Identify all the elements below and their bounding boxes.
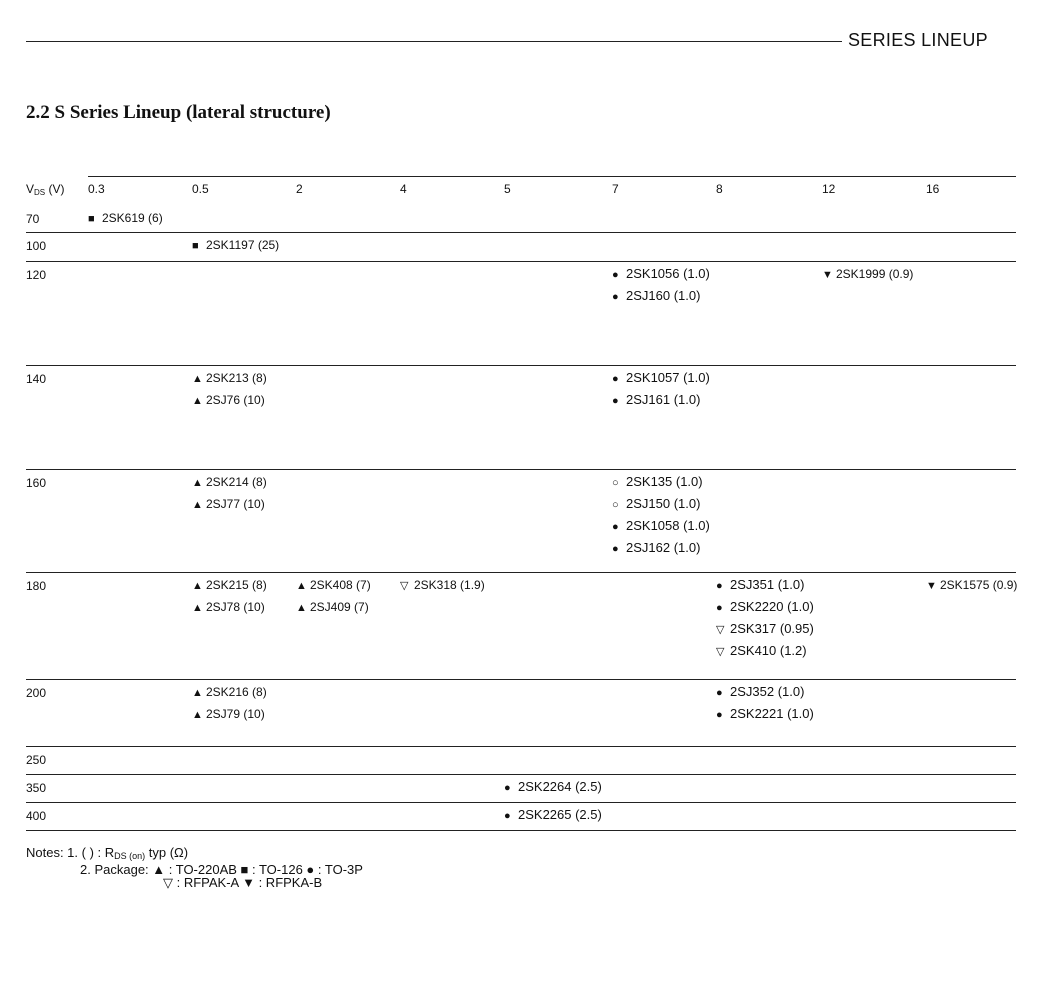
package-symbol-icon: ▽ xyxy=(400,580,409,592)
lineup-cell xyxy=(192,234,279,256)
column-header: 5 xyxy=(504,182,511,196)
device-name: 2SJ351 (1.0) xyxy=(730,577,805,592)
lineup-cell xyxy=(926,574,1017,596)
package-symbol-icon: ▲ xyxy=(296,602,307,614)
package-symbol-icon: ▲ xyxy=(192,687,203,699)
device-entry xyxy=(612,389,710,411)
note-2-line-2: ▽ : RFPAK-A ▼ : RFPKA-B xyxy=(163,875,323,890)
vds-header-sub: DS xyxy=(34,188,46,197)
device-entry xyxy=(192,703,267,725)
package-symbol-icon: ▲ xyxy=(192,580,203,592)
device-name: 2SJ160 (1.0) xyxy=(626,288,701,303)
package-symbol-icon: ● xyxy=(612,395,619,407)
lineup-cell xyxy=(192,681,267,725)
device-name: 2SK619 (6) xyxy=(102,211,163,225)
table-row xyxy=(26,775,1016,803)
package-symbol-icon: ▲ xyxy=(192,477,203,489)
device-name: 2SK318 (1.9) xyxy=(414,578,485,592)
device-entry xyxy=(504,804,602,826)
package-symbol-icon: ● xyxy=(612,291,619,303)
column-header: 16 xyxy=(926,182,940,196)
lineup-cell xyxy=(296,574,371,618)
table-row xyxy=(26,573,1016,680)
device-entry xyxy=(716,681,814,703)
device-name: 2SK1197 (25) xyxy=(206,238,280,252)
device-name: 2SK135 (1.0) xyxy=(626,474,703,489)
device-name: 2SJ352 (1.0) xyxy=(730,684,805,699)
device-entry xyxy=(192,574,267,596)
device-entry xyxy=(612,367,710,389)
note-1-lead: Notes: 1. ( ) : R xyxy=(26,845,115,860)
device-name: 2SK317 (0.95) xyxy=(730,621,814,636)
device-entry xyxy=(822,263,913,285)
vds-header-main: V xyxy=(26,182,35,196)
package-symbol-icon: ▲ xyxy=(192,709,203,721)
device-name: 2SJ78 (10) xyxy=(206,600,265,614)
table-top-rule xyxy=(88,176,1016,177)
device-entry xyxy=(296,596,371,618)
package-symbol-icon: ▽ xyxy=(716,624,725,636)
lineup-cell xyxy=(192,574,267,618)
package-symbol-icon: ● xyxy=(504,810,511,822)
package-symbol-icon: ● xyxy=(716,580,723,592)
lineup-cell xyxy=(504,804,602,826)
lineup-cell xyxy=(822,263,913,285)
device-entry xyxy=(716,703,814,725)
device-name: 2SJ77 (10) xyxy=(206,497,265,511)
device-entry xyxy=(192,389,267,411)
table-row xyxy=(26,680,1016,747)
package-symbol-icon: ▲ xyxy=(192,395,203,407)
section-label: SERIES LINEUP xyxy=(848,30,988,50)
vds-value: 400 xyxy=(26,809,47,823)
vds-value: 180 xyxy=(26,579,47,593)
device-entry xyxy=(612,515,710,537)
row-rule xyxy=(26,830,1016,831)
table-row xyxy=(26,470,1016,573)
device-entry xyxy=(612,263,710,285)
device-name: 2SK2265 (2.5) xyxy=(518,807,602,822)
table-row xyxy=(26,262,1016,366)
device-entry xyxy=(400,574,485,596)
page-title: 2.2 S Series Lineup (lateral structure) xyxy=(26,102,331,123)
device-name: 2SK410 (1.2) xyxy=(730,643,807,658)
package-symbol-icon: ▽ xyxy=(716,646,725,658)
package-symbol-icon: ● xyxy=(612,521,619,533)
device-entry xyxy=(192,681,267,703)
column-header: 0.3 xyxy=(88,182,105,196)
note-1 xyxy=(26,846,363,863)
vds-header-unit: (V) xyxy=(45,182,65,196)
device-entry xyxy=(716,640,814,662)
device-name: 2SK1575 (0.9) xyxy=(940,578,1018,592)
vds-value: 100 xyxy=(26,239,47,253)
column-header: 7 xyxy=(612,182,619,196)
column-header: 12 xyxy=(822,182,836,196)
lineup-cell xyxy=(716,574,814,662)
column-header: 4 xyxy=(400,182,407,196)
package-symbol-icon: ○ xyxy=(612,477,619,489)
lineup-cell xyxy=(400,574,485,596)
vds-value: 160 xyxy=(26,476,47,490)
package-symbol-icon: ▲ xyxy=(192,602,203,614)
header-rule xyxy=(26,41,842,42)
device-entry xyxy=(192,471,267,493)
device-name: 2SJ162 (1.0) xyxy=(626,540,701,555)
device-name: 2SJ409 (7) xyxy=(310,600,369,614)
device-entry xyxy=(716,596,814,618)
vds-value: 70 xyxy=(26,212,40,226)
lineup-cell xyxy=(192,471,267,515)
device-name: 2SK216 (8) xyxy=(206,685,267,699)
table-row xyxy=(26,366,1016,470)
note-1-sub: DS (on) xyxy=(114,851,146,861)
package-symbol-icon: ▲ xyxy=(296,580,307,592)
vds-column-header xyxy=(26,182,64,197)
note-1-tail: typ (Ω) xyxy=(145,845,189,860)
lineup-cell xyxy=(612,367,710,411)
package-symbol-icon: ● xyxy=(716,709,723,721)
device-name: 2SK214 (8) xyxy=(206,475,267,489)
device-name: 2SK213 (8) xyxy=(206,371,267,385)
package-symbol-icon: ■ xyxy=(88,213,95,225)
vds-value: 250 xyxy=(26,753,47,767)
device-entry xyxy=(612,471,710,493)
lineup-cell xyxy=(192,367,267,411)
package-symbol-icon: ● xyxy=(612,543,619,555)
device-name: 2SK1058 (1.0) xyxy=(626,518,710,533)
package-symbol-icon: ■ xyxy=(192,240,199,252)
device-entry xyxy=(612,493,710,515)
lineup-cell xyxy=(504,776,602,798)
lineup-cell xyxy=(612,263,710,307)
device-name: 2SJ161 (1.0) xyxy=(626,392,701,407)
vds-value: 120 xyxy=(26,268,47,282)
device-entry xyxy=(192,234,279,256)
device-name: 2SK2220 (1.0) xyxy=(730,599,814,614)
device-name: 2SJ150 (1.0) xyxy=(626,496,701,511)
package-symbol-icon: ▼ xyxy=(926,580,937,592)
package-symbol-icon: ▲ xyxy=(192,499,203,511)
device-entry xyxy=(926,574,1017,596)
package-symbol-icon: ● xyxy=(504,782,511,794)
table-row xyxy=(26,747,1016,775)
lineup-cell xyxy=(88,207,163,229)
vds-value: 200 xyxy=(26,686,47,700)
device-entry xyxy=(716,618,814,640)
table-row xyxy=(26,233,1016,262)
device-name: 2SK1999 (0.9) xyxy=(836,267,914,281)
package-symbol-icon: ● xyxy=(612,269,619,281)
column-header: 0.5 xyxy=(192,182,209,196)
column-header: 2 xyxy=(296,182,303,196)
device-name: 2SK215 (8) xyxy=(206,578,267,592)
table-row xyxy=(26,803,1016,831)
device-entry xyxy=(192,367,267,389)
device-entry xyxy=(192,493,267,515)
device-entry xyxy=(504,776,602,798)
device-name: 2SK2221 (1.0) xyxy=(730,706,814,721)
note-2-line-1: 2. Package: ▲ : TO-220AB ■ : TO-126 ● : TO-3P xyxy=(80,862,363,877)
package-symbol-icon: ○ xyxy=(612,499,619,511)
lineup-cell xyxy=(716,681,814,725)
vds-value: 350 xyxy=(26,781,47,795)
device-name: 2SK408 (7) xyxy=(310,578,371,592)
device-name: 2SK1056 (1.0) xyxy=(626,266,710,281)
device-entry xyxy=(612,537,710,559)
device-entry xyxy=(192,596,267,618)
notes xyxy=(26,846,363,889)
package-symbol-icon: ● xyxy=(716,602,723,614)
package-symbol-icon: ▼ xyxy=(822,269,833,281)
table-row xyxy=(26,206,1016,233)
package-symbol-icon: ● xyxy=(716,687,723,699)
package-symbol-icon: ▲ xyxy=(192,373,203,385)
device-name: 2SK1057 (1.0) xyxy=(626,370,710,385)
device-name: 2SJ79 (10) xyxy=(206,707,265,721)
package-symbol-icon: ● xyxy=(612,373,619,385)
device-entry xyxy=(716,574,814,596)
device-name: 2SJ76 (10) xyxy=(206,393,265,407)
device-entry xyxy=(612,285,710,307)
column-header: 8 xyxy=(716,182,723,196)
device-name: 2SK2264 (2.5) xyxy=(518,779,602,794)
device-entry xyxy=(88,207,163,229)
vds-value: 140 xyxy=(26,372,47,386)
device-entry xyxy=(296,574,371,596)
lineup-cell xyxy=(612,471,710,559)
